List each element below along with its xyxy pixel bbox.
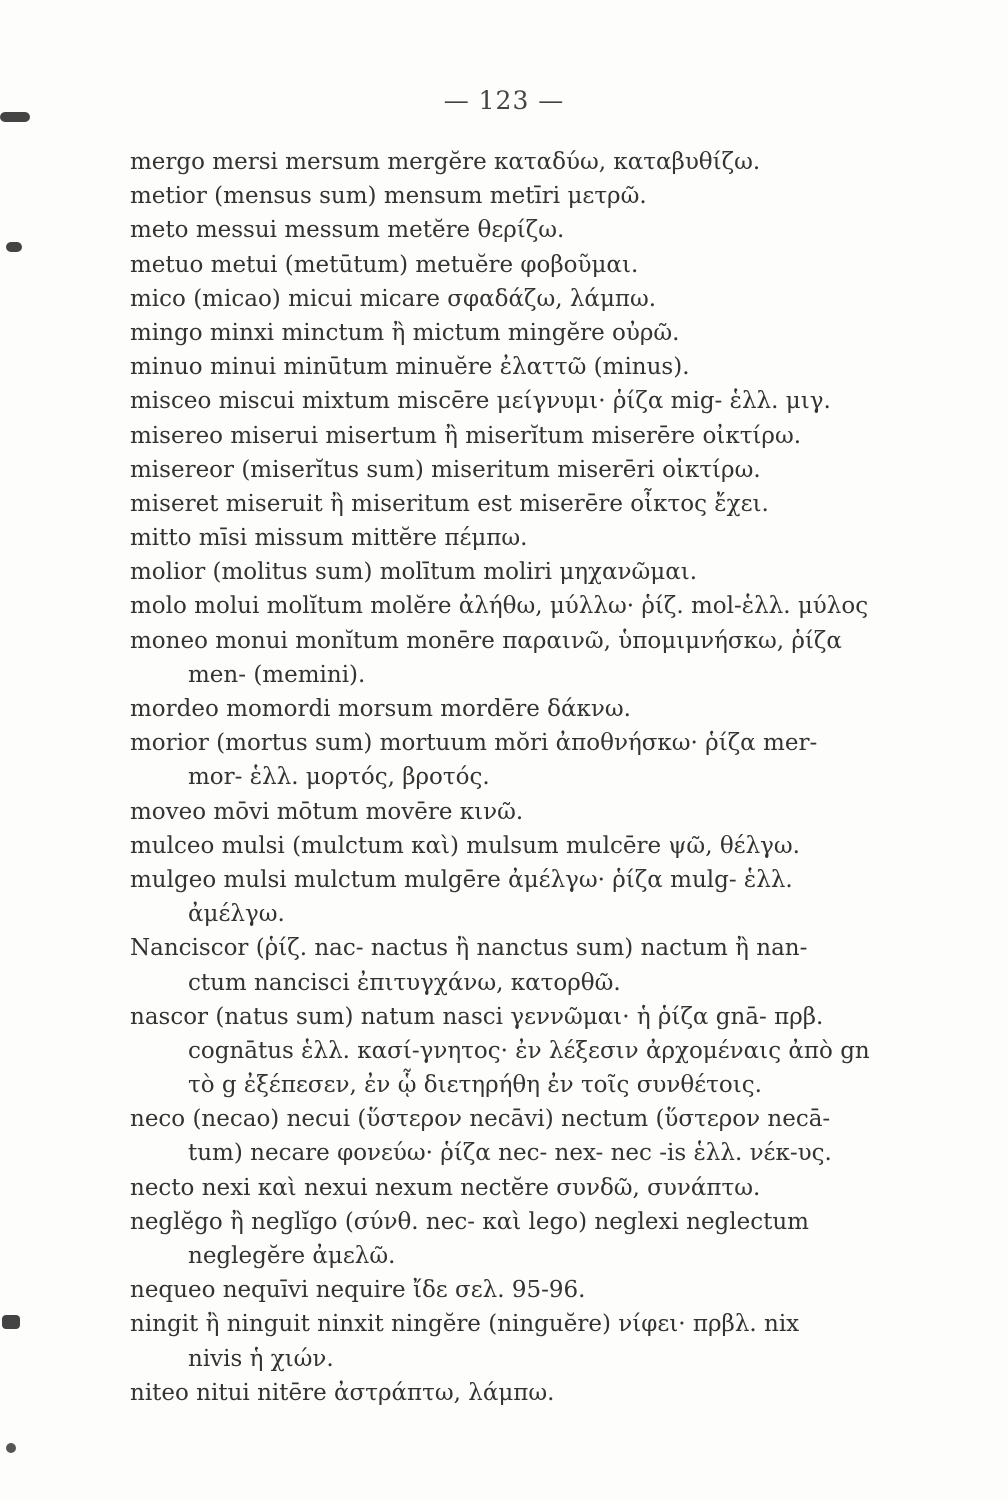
entry-line: misereor (miserĭtus sum) miseritum miserēri οἰκτίρω.	[130, 456, 761, 483]
entry-line: misceo miscui mixtum miscēre μείγνυμι· ῥίζα mig- ἑλλ. μιγ.	[130, 388, 831, 415]
entry-line: morior (mortus sum) mortuum mŏri ἀποθνήσκω· ῥίζα mer-	[130, 730, 818, 757]
binding-staple-middle	[6, 242, 22, 252]
entry-line: mergo mersi mersum mergĕre καταδύω, καταβυθίζω.	[130, 149, 761, 175]
entry-continuation-line: τὸ g ἐξέπεσεν, ἐν ᾧ διετηρήθη ἐν τοῖς συνθέτοις.	[188, 1072, 762, 1099]
entry-line: molo molui molĭtum molĕre ἀλήθω, μύλλω· ῥίζ. mol-ἑλλ. μύλος	[130, 593, 869, 620]
binding-staple-bottom	[2, 1315, 20, 1329]
entry-continuation-line: ctum nancisci ἐπιτυγχάνω, κατορθῶ.	[188, 969, 621, 996]
entry-continuation-line: tum) necare φονεύω· ῥίζα nec- nex- nec -is ἑλλ. νέκ-υς.	[188, 1140, 832, 1167]
dictionary-entries	[130, 145, 890, 1410]
binding-hole	[6, 1443, 16, 1453]
entry-line: mordeo momordi morsum mordēre δάκνω.	[130, 696, 631, 722]
entry-line: mulceo mulsi (mulctum καὶ) mulsum mulcēre ψῶ, θέλγω.	[130, 832, 800, 859]
entry-line: mitto mīsi missum mittĕre πέμπω.	[130, 525, 528, 552]
entry-line: molior (molitus sum) molītum moliri μηχανῶμαι.	[130, 559, 698, 586]
entry-line: meto messui messum metĕre θερίζω.	[130, 217, 565, 244]
entry-line: ningit ἢ ninguit ninxit ningĕre (ninguĕre) νίφει· πρβλ. nix	[130, 1311, 800, 1338]
page-number: — 123 —	[443, 86, 565, 115]
entry-line: nequeo nequīvi nequire ἴδε σελ. 95-96.	[130, 1277, 586, 1304]
entry-line: neglĕgo ἢ neglĭgo (σύνθ. nec- καὶ lego) neglexi neglectum	[130, 1208, 809, 1235]
entry-continuation-line: neglegĕre ἀμελῶ.	[188, 1243, 396, 1269]
entry-line: Nanciscor (ῥίζ. nac- nactus ἢ nanctus sum) nactum ἢ nan-	[130, 935, 808, 962]
entry-line: minuo minui minūtum minuĕre ἐλαττῶ (minus).	[130, 354, 690, 381]
entry-line: mingo minxi minctum ἢ mictum mingĕre οὐρῶ.	[130, 319, 680, 346]
entry-line: mico (micao) micui micare σφαδάζω, λάμπω.	[130, 285, 657, 312]
entry-line: miseret miseruit ἢ miseritum est miserēre οἶκτος ἔχει.	[130, 490, 769, 517]
entry-line: moveo mōvi mōtum movēre κινῶ.	[130, 798, 524, 825]
entry-continuation-line: men- (memini).	[188, 661, 366, 688]
entry-line: nascor (natus sum) natum nasci γεννῶμαι· ἡ ῥίζα gnā- πρβ.	[130, 1003, 824, 1030]
entry-line: mulgeo mulsi mulctum mulgēre ἀμέλγω· ῥίζα mulg- ἑλλ.	[130, 866, 793, 893]
entry-line: misereo miserui misertum ἢ miserĭtum miserēre οἰκτίρω.	[130, 422, 802, 449]
entry-line: niteo nitui nitēre ἀστράπτω, λάμπω.	[130, 1379, 555, 1406]
entry-continuation-line: mor- ἑλλ. μορτός, βροτός.	[188, 764, 490, 791]
entry-continuation-line: ἀμέλγω.	[188, 901, 285, 928]
entry-line: moneo monui monĭtum monēre παραινῶ, ὑπομιμνήσκω, ῥίζα	[130, 627, 842, 654]
entry-line: necto nexi καὶ nexui nexum nectĕre συνδῶ, συνάπτω.	[130, 1174, 761, 1201]
entry-continuation-line: nivis ἡ χιών.	[188, 1345, 334, 1372]
entry-continuation-line: cognātus ἑλλ. κασί-γνητος· ἐν λέξεσιν ἀρχομέναις ἀπὸ gn	[188, 1037, 870, 1064]
entry-line: neco (necao) necui (ὕστερον necāvi) nectum (ὕστερον necā-	[130, 1106, 831, 1133]
entry-line: metuo metui (metūtum) metuĕre φοβοῦμαι.	[130, 251, 639, 278]
entry-line: metior (mensus sum) mensum metīri μετρῶ.	[130, 183, 647, 210]
